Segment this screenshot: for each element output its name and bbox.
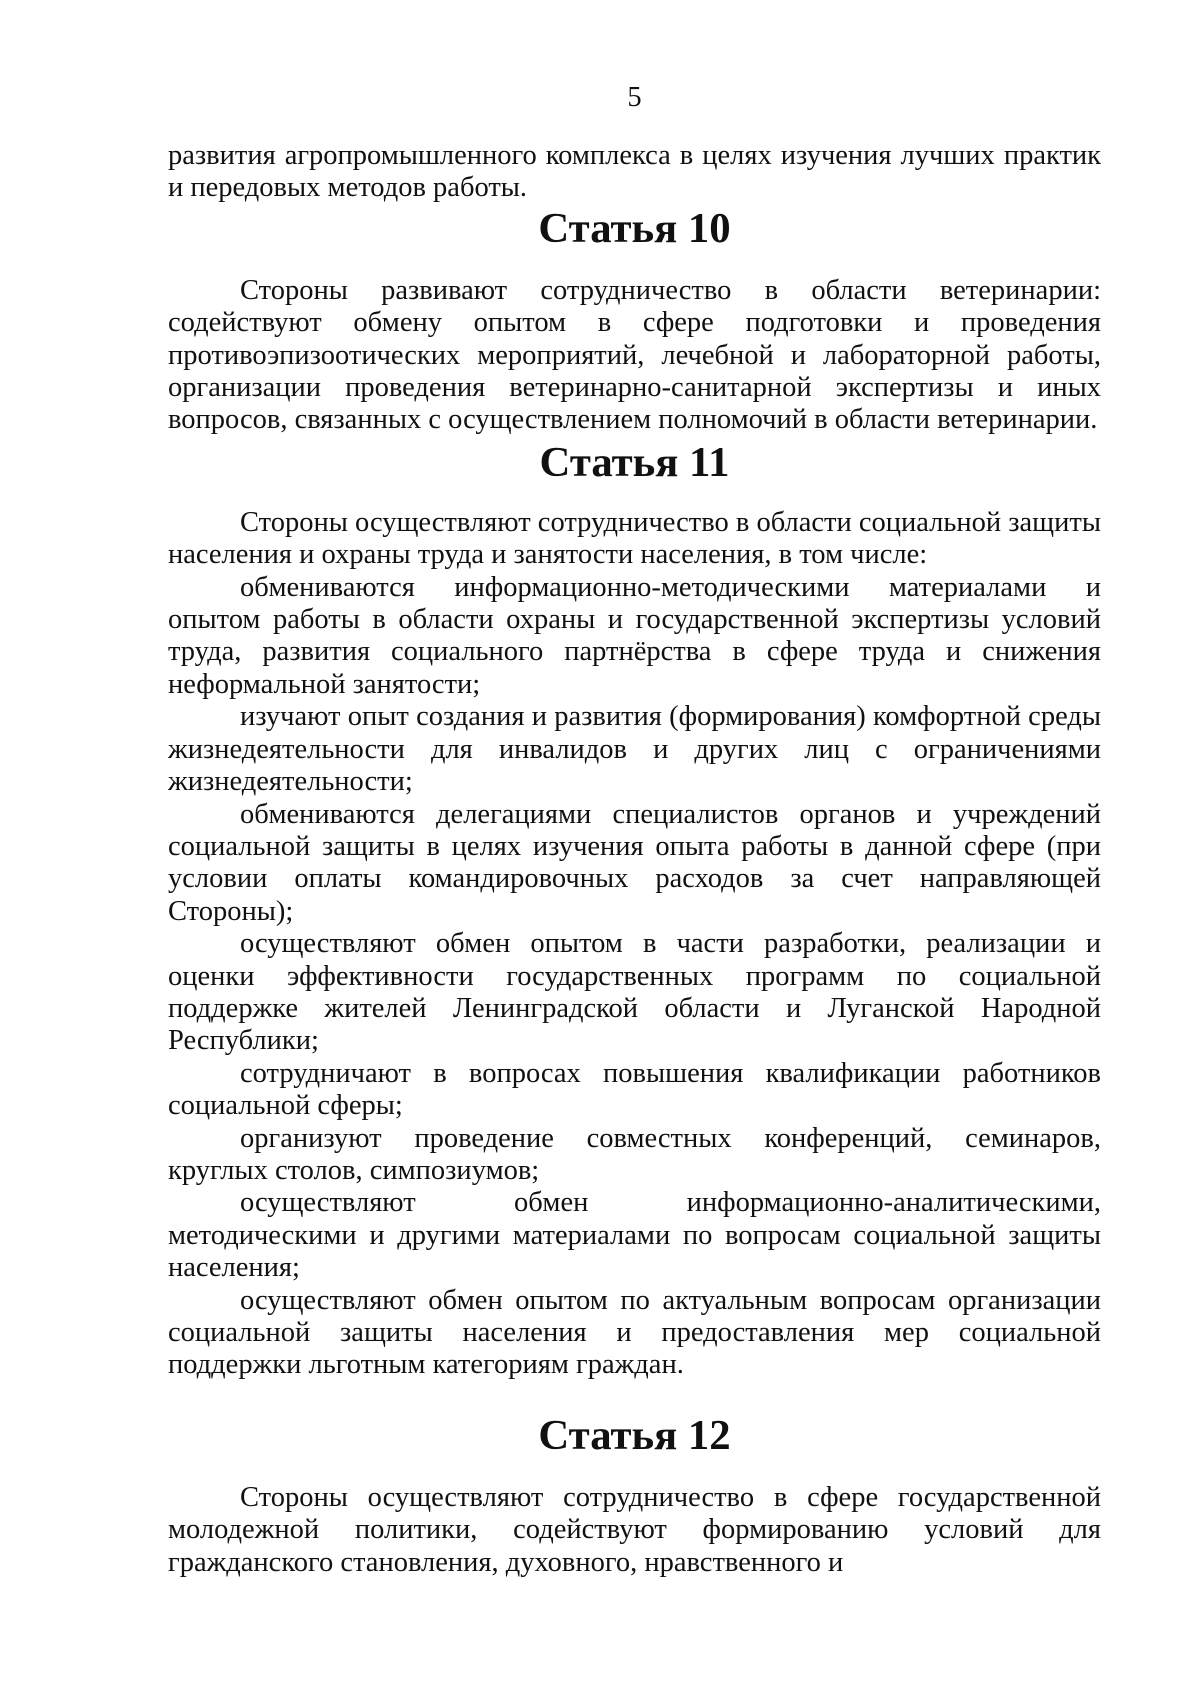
article-10-heading: Статья 10 bbox=[538, 204, 731, 252]
article-12-paragraph: Стороны осуществляют сотрудничество в сфере государственной молодежной политики, содействуют формированию условий для гражданского становления, духовного, нравственного и bbox=[168, 1481, 1101, 1578]
article-11-paragraph: организуют проведение совместных конференций, семинаров, круглых столов, симпозиумов; bbox=[168, 1122, 1101, 1186]
article-12-heading: Статья 12 bbox=[538, 1411, 731, 1459]
article-11-paragraph: обмениваются делегациями специалистов органов и учреждений социальной защиты в целях изучения опыта работы в данной сфере (при условии оплаты командировочных расходов за счет направляющей Стороны); bbox=[168, 798, 1101, 927]
article-11-paragraph: осуществляют обмен опытом в части разработки, реализации и оценки эффективности государственных программ по социальной поддержке жителей Ленинградской области и Луганской Народной Республики; bbox=[168, 928, 1101, 1057]
page-content bbox=[168, 82, 1101, 1579]
article-11-heading: Статья 11 bbox=[539, 438, 730, 486]
article-11-paragraph: осуществляют обмен информационно-аналитическими, методическими и другими материалами по вопросам социальной защиты населения; bbox=[168, 1187, 1101, 1284]
article-11-paragraph: сотрудничают в вопросах повышения квалификации работников социальной сферы; bbox=[168, 1057, 1101, 1122]
article-11-paragraph: осуществляют обмен опытом по актуальным вопросам организации социальной защиты населения и предоставления мер социальной поддержки льготным категориям граждан. bbox=[168, 1284, 1101, 1381]
article-10-paragraph: Стороны развивают сотрудничество в области ветеринарии: содействуют обмену опытом в сфере подготовки и проведения противоэпизоотических мероприятий, лечебной и лабораторной работы, организации проведения ветеринарно-санитарной экспертизы и иных вопросов, связанных с осуществлением полномочий в области ветеринарии. bbox=[168, 274, 1101, 436]
page-number: 5 bbox=[627, 82, 642, 113]
article-11-paragraph: изучают опыт создания и развития (формирования) комфортной среды жизнедеятельности для инвалидов и других лиц с ограничениями жизнедеятельности; bbox=[168, 701, 1101, 798]
article-11-paragraph: обмениваются информационно-методическими материалами и опытом работы в области охраны и государственной экспертизы условий труда, развития социального партнёрства в сфере труда и снижения неформальной занятости; bbox=[168, 571, 1101, 700]
intro-paragraph: развития агропромышленного комплекса в целях изучения лучших практик и передовых методов работы. bbox=[168, 140, 1101, 204]
article-11-paragraph: Стороны осуществляют сотрудничество в области социальной защиты населения и охраны труда и занятости населения, в том числе: bbox=[168, 506, 1101, 571]
